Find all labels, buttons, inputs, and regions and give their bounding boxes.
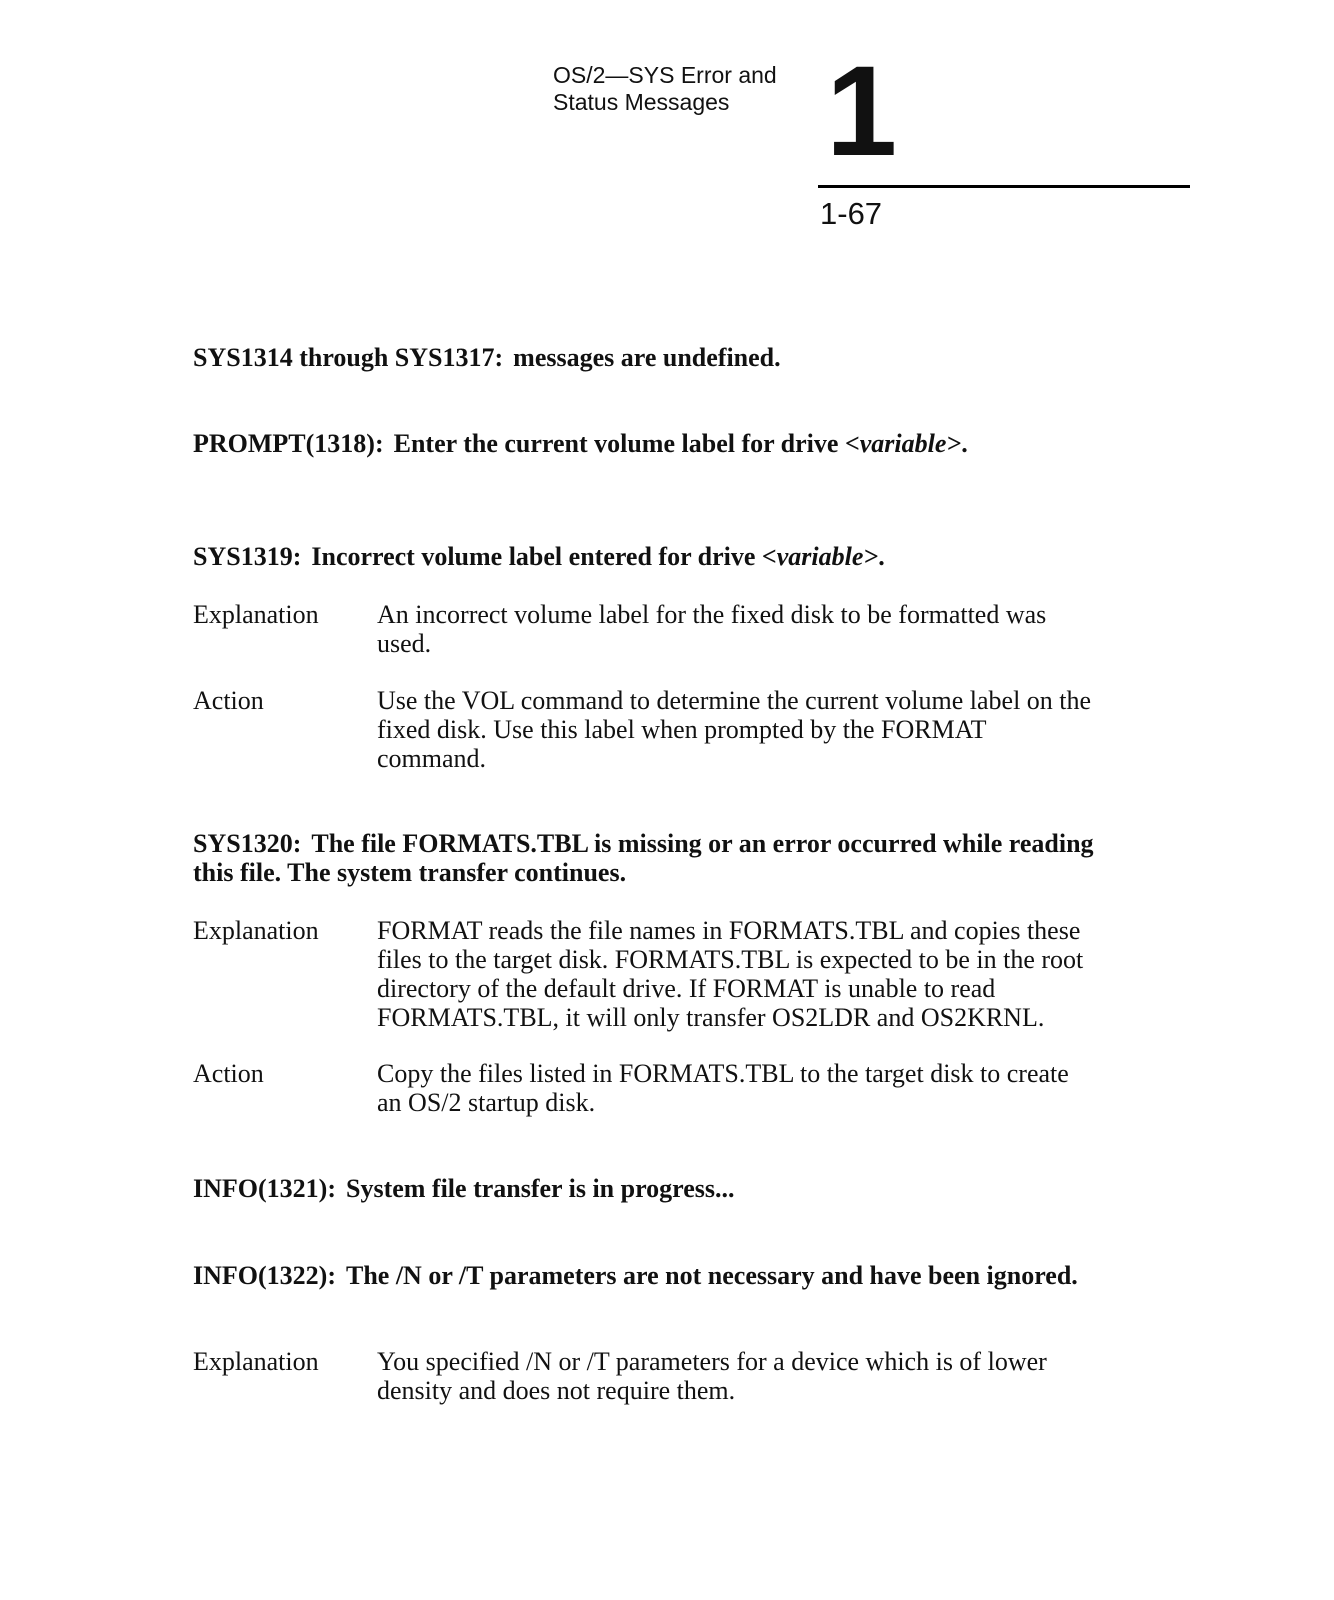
text-line: an OS/2 startup disk.	[377, 1088, 596, 1117]
message-end: .	[961, 429, 968, 458]
message-heading	[193, 829, 1193, 887]
message-code: SYS1314 through SYS1317:	[193, 343, 504, 372]
message-end: .	[878, 542, 885, 571]
chapter-title-line: Status Messages	[553, 89, 730, 115]
message-heading	[193, 1174, 1193, 1203]
message-variable: <variable>	[761, 542, 879, 571]
action-text	[377, 686, 1187, 773]
text-line: Use the VOL command to determine the current volume label on the	[377, 686, 1092, 715]
action-label: Action	[193, 1059, 264, 1088]
message-text: System file transfer is in progress...	[345, 1174, 735, 1203]
text-line: files to the target disk. FORMATS.TBL is expected to be in the root	[377, 945, 1084, 974]
text-line: FORMAT reads the file names in FORMATS.TBL and copies these	[377, 916, 1081, 945]
header-rule	[818, 185, 1190, 188]
message-heading	[193, 429, 1193, 458]
message-text: Enter the current volume label for drive	[393, 429, 839, 458]
page-number: 1-67	[820, 196, 883, 231]
chapter-number: 1	[826, 40, 898, 183]
text-line: An incorrect volume label for the fixed disk to be formatted was	[377, 600, 1047, 629]
explanation-text	[377, 1347, 1187, 1405]
action-label: Action	[193, 686, 264, 715]
text-line: used.	[377, 629, 432, 658]
message-text: The file FORMATS.TBL is missing or an error occurred while reading	[311, 829, 1094, 858]
message-variable: <variable>	[844, 429, 962, 458]
explanation-label: Explanation	[193, 600, 319, 629]
chapter-title	[553, 62, 777, 116]
explanation-label: Explanation	[193, 1347, 319, 1376]
text-line: Copy the files listed in FORMATS.TBL to the target disk to create	[377, 1059, 1069, 1088]
message-text: The /N or /T parameters are not necessary and have been ignored.	[345, 1261, 1078, 1290]
text-line: command.	[377, 744, 487, 773]
text-line: fixed disk. Use this label when prompted by the FORMAT	[377, 715, 987, 744]
text-line: FORMATS.TBL, it will only transfer OS2LDR and OS2KRNL.	[377, 1003, 1045, 1032]
message-text: this file. The system transfer continues.	[193, 858, 627, 887]
message-heading	[193, 1261, 1193, 1290]
text-line: density and does not require them.	[377, 1376, 736, 1405]
chapter-title-line: OS/2—SYS Error and	[553, 62, 777, 88]
explanation-text	[377, 600, 1187, 658]
message-text: messages are undefined.	[513, 343, 781, 372]
message-text: Incorrect volume label entered for drive	[311, 542, 756, 571]
explanation-label: Explanation	[193, 916, 319, 945]
action-text	[377, 1059, 1187, 1117]
text-line: directory of the default drive. If FORMAT is unable to read	[377, 974, 996, 1003]
message-heading	[193, 343, 1193, 372]
message-code: PROMPT(1318):	[193, 429, 384, 458]
message-code: INFO(1322):	[193, 1261, 336, 1290]
explanation-text	[377, 916, 1187, 1032]
message-code: INFO(1321):	[193, 1174, 336, 1203]
message-code: SYS1319:	[193, 542, 302, 571]
message-code: SYS1320:	[193, 829, 302, 858]
text-line: You specified /N or /T parameters for a device which is of lower	[377, 1347, 1047, 1376]
message-heading	[193, 542, 1193, 571]
